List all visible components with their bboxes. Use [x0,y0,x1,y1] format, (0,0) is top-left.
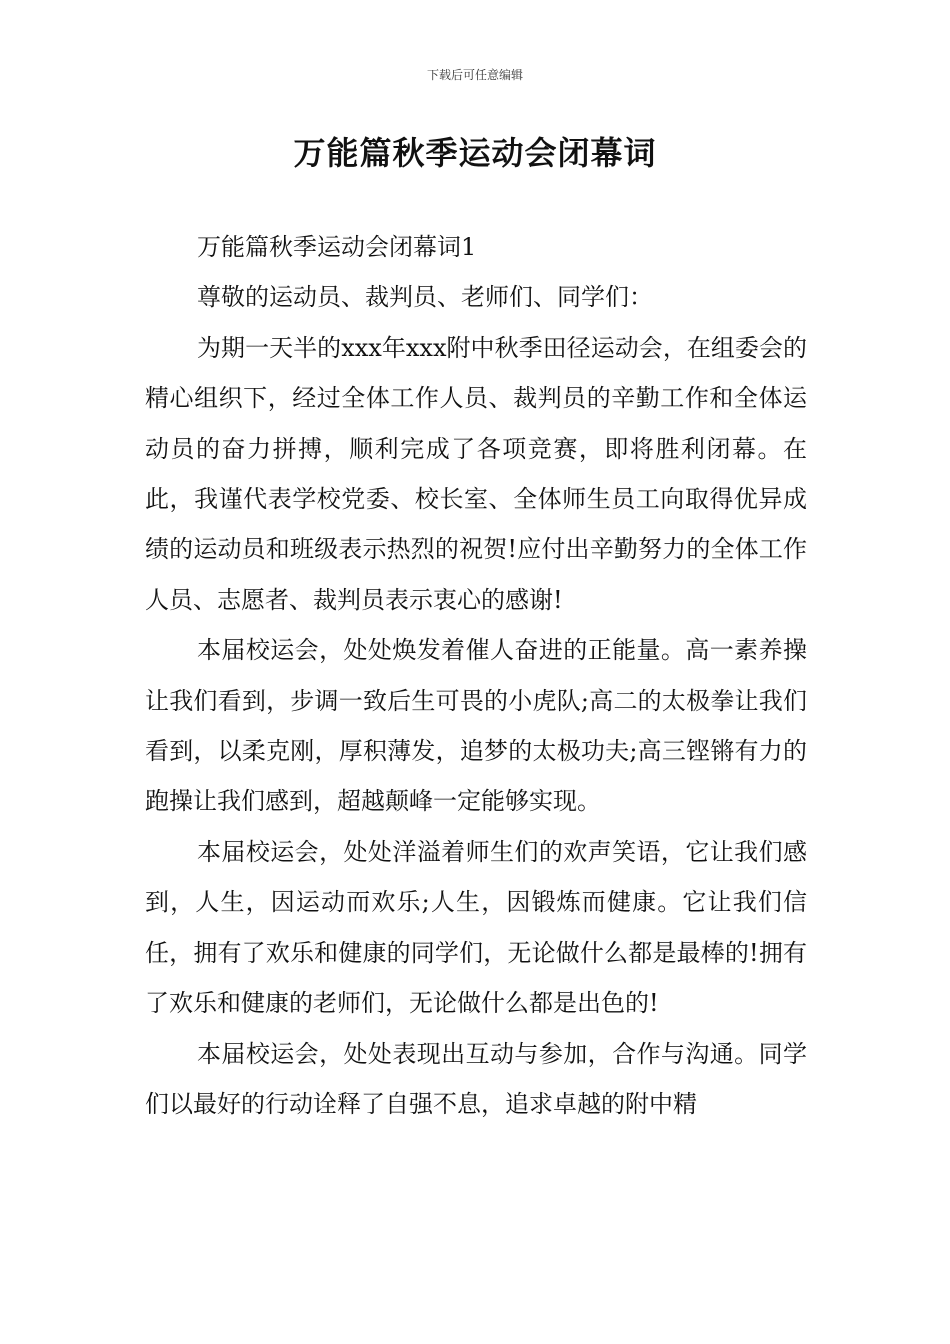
paragraph-body: 本届校运会，处处洋溢着师生们的欢声笑语，它让我们感到，人生，因运动而欢乐;人生，因锻炼而健康。它让我们信任，拥有了欢乐和健康的同学们，无论做什么都是最棒的!拥有了欢乐和健康的老师们，无论做什么都是出色的! [145,837,807,1018]
document-title: 万能篇秋季运动会闭幕词 [293,134,657,172]
header-note: 下载后可任意编辑 [426,68,523,82]
paragraph-salutation: 尊敬的运动员、裁判员、老师们、同学们： [197,283,653,312]
paragraph-body: 为期一天半的xxx年xxx附中秋季田径运动会，在组委会的精心组织下，经过全体工作人员、裁判员的辛勤工作和全体运动员的奋力拼搏，顺利完成了各项竞赛，即将胜利闭幕。在此，我谨代表学校党委、校长室、全体师生员工向取得优异成绩的运动员和班级表示热烈的祝贺!应付出辛勤努力的全体工作人员、志愿者、裁判员表示衷心的感谢! [145,333,807,614]
paragraph-subtitle: 万能篇秋季运动会闭幕词1 [197,233,477,261]
paragraph-body: 本届校运会，处处焕发着催人奋进的正能量。高一素养操让我们看到，步调一致后生可畏的小虎队;高二的太极拳让我们看到，以柔克刚，厚积薄发，追梦的太极功夫;高三铿锵有力的跑操让我们感到，超越颠峰一定能够实现。 [145,636,807,816]
document-body [145,222,807,1129]
paragraph-body: 本届校运会，处处表现出互动与参加，合作与沟通。同学们以最好的行动诠释了自强不息，追求卓越的附中精 [145,1039,807,1118]
